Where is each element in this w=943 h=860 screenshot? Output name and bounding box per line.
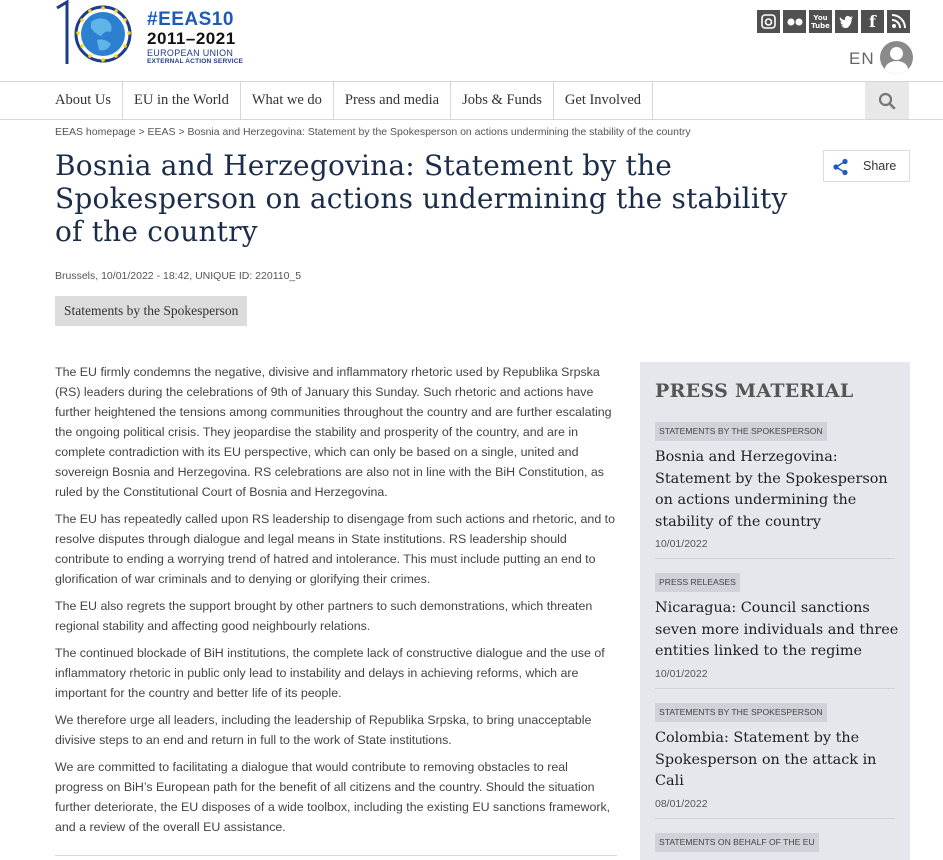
press-item[interactable] — [655, 832, 895, 852]
social-links — [757, 10, 910, 33]
article-paragraph: The EU also regrets the support brought by other partners to such demonstrations, which threaten regional stability and affecting good neighbourly relations. — [55, 599, 593, 633]
nav-eu-in-the-world[interactable]: EU in the World — [123, 82, 241, 119]
facebook-icon[interactable]: f — [861, 10, 884, 33]
sidebar-divider — [655, 558, 895, 559]
press-item-tag[interactable]: PRESS RELEASES — [655, 573, 740, 592]
article-paragraph: We are committed to facilitating a dialogue that would contribute to removing obstacles to real progress on BiH’s European path for the benefit of all citizens and the country. Should the situation further deteriorate, the EU disposes of a wide toolbox, including the existing EU sanctions framework, and a review of the overall EU assistance. — [55, 760, 611, 834]
logo-years: 2011–2021 — [147, 29, 236, 48]
press-item[interactable] — [655, 572, 899, 680]
breadcrumb[interactable]: EEAS homepage > EEAS > Bosnia and Herzegovina: Statement by the Spokesperson on actions undermining the stability of the country — [55, 126, 691, 138]
content-divider — [55, 855, 617, 856]
main-navigation — [0, 82, 943, 120]
press-item-title[interactable]: Bosnia and Herzegovina: Statement by the Spokesperson on actions undermining the stability of the country — [655, 449, 888, 530]
press-item-date: 08/01/2022 — [655, 797, 708, 810]
eeas-logo[interactable] — [55, 0, 245, 70]
nav-what-we-do[interactable]: What we do — [241, 82, 334, 119]
press-material-sidebar — [640, 362, 910, 860]
article-paragraph: The continued blockade of BiH institutions, the complete lack of constructive dialogue and the use of inflammatory rhetoric in public only lead to instability and delays in achieving reforms, which are important for the country and better life of its people. — [55, 646, 605, 700]
rss-icon[interactable] — [887, 10, 910, 33]
flickr-icon[interactable] — [783, 10, 806, 33]
press-item-title[interactable]: Colombia: Statement by the Spokesperson on the attack in Cali — [655, 730, 877, 790]
search-icon — [878, 92, 896, 110]
press-item-tag[interactable]: STATEMENTS BY THE SPOKESPERSON — [655, 422, 827, 441]
press-item-date: 10/01/2022 — [655, 667, 708, 680]
article-body — [55, 362, 617, 844]
press-item[interactable] — [655, 702, 895, 810]
page-title: Bosnia and Herzegovina: Statement by the Spokesperson on actions undermining the stability of the country — [55, 149, 788, 248]
press-item-title[interactable]: Nicaragua: Council sanctions seven more individuals and three entities linked to the regime — [655, 600, 899, 660]
site-header — [0, 0, 943, 82]
article-paragraph: The EU firmly condemns the negative, divisive and inflammatory rhetoric used by Republika Srpska (RS) leaders during the celebrations of 9th of January this Sunday. Such rhetoric and actions have further heightened the tensions among communities throughout the country and are further escalating the ongoing political crisis. They jeopardise the stability and prosperity of the country, and are in complete contradiction with its EU perspective, which can only be based on a single, united and sovereign Bosnia and Herzegovina. RS celebrations are also not in line with the BiH Constitution, as ruled by the Constitutional Court of Bosnia and Herzegovina. — [55, 365, 612, 499]
article-paragraph: The EU has repeatedly called upon RS leadership to disengage from such actions and rhetoric, and to resolve disputes through dialogue and legal means in State institutions. RS leadership should contribute to ending a worrying trend of hatred and intolerance. This must include putting an end to glorification of war criminals and to denying or glorifying their crimes. — [55, 512, 615, 586]
logo-org-line1: EUROPEAN UNION — [147, 48, 234, 58]
share-icon — [832, 158, 850, 176]
nav-get-involved[interactable]: Get Involved — [554, 82, 653, 119]
nav-jobs-and-funds[interactable]: Jobs & Funds — [451, 82, 554, 119]
press-item-tag[interactable]: STATEMENTS ON BEHALF OF THE EU — [655, 833, 819, 852]
eeas-logo-icon — [55, 0, 145, 70]
share-label: Share — [863, 159, 897, 173]
press-item[interactable] — [655, 421, 895, 550]
logo-text — [147, 10, 243, 66]
article-meta: Brussels, 10/01/2022 - 18:42, UNIQUE ID: 220110_5 — [55, 270, 302, 282]
logo-org-line2: EXTERNAL ACTION SERVICE — [147, 58, 244, 65]
logo-hashtag: #EEAS10 — [147, 9, 234, 30]
instagram-icon[interactable] — [757, 10, 780, 33]
user-account-icon[interactable] — [880, 41, 913, 74]
sidebar-divider — [655, 818, 895, 819]
article-paragraph: We therefore urge all leaders, including the leadership of Republika Srpska, to bring unacceptable divisive steps to an end and return in full to the work of State institutions. — [55, 713, 592, 747]
youtube-icon[interactable]: You Tube — [809, 10, 832, 33]
nav-press-and-media[interactable]: Press and media — [334, 82, 451, 119]
nav-about-us[interactable]: About Us — [55, 82, 123, 119]
sidebar-divider — [655, 688, 895, 689]
press-item-date: 10/01/2022 — [655, 538, 708, 551]
share-button[interactable] — [823, 150, 910, 182]
search-button[interactable] — [865, 82, 909, 119]
twitter-icon[interactable] — [835, 10, 858, 33]
category-tag[interactable]: Statements by the Spokesperson — [55, 296, 247, 326]
press-item-tag[interactable]: STATEMENTS BY THE SPOKESPERSON — [655, 703, 827, 722]
language-selector[interactable]: EN — [849, 49, 875, 68]
sidebar-title: PRESS MATERIAL — [655, 380, 854, 402]
